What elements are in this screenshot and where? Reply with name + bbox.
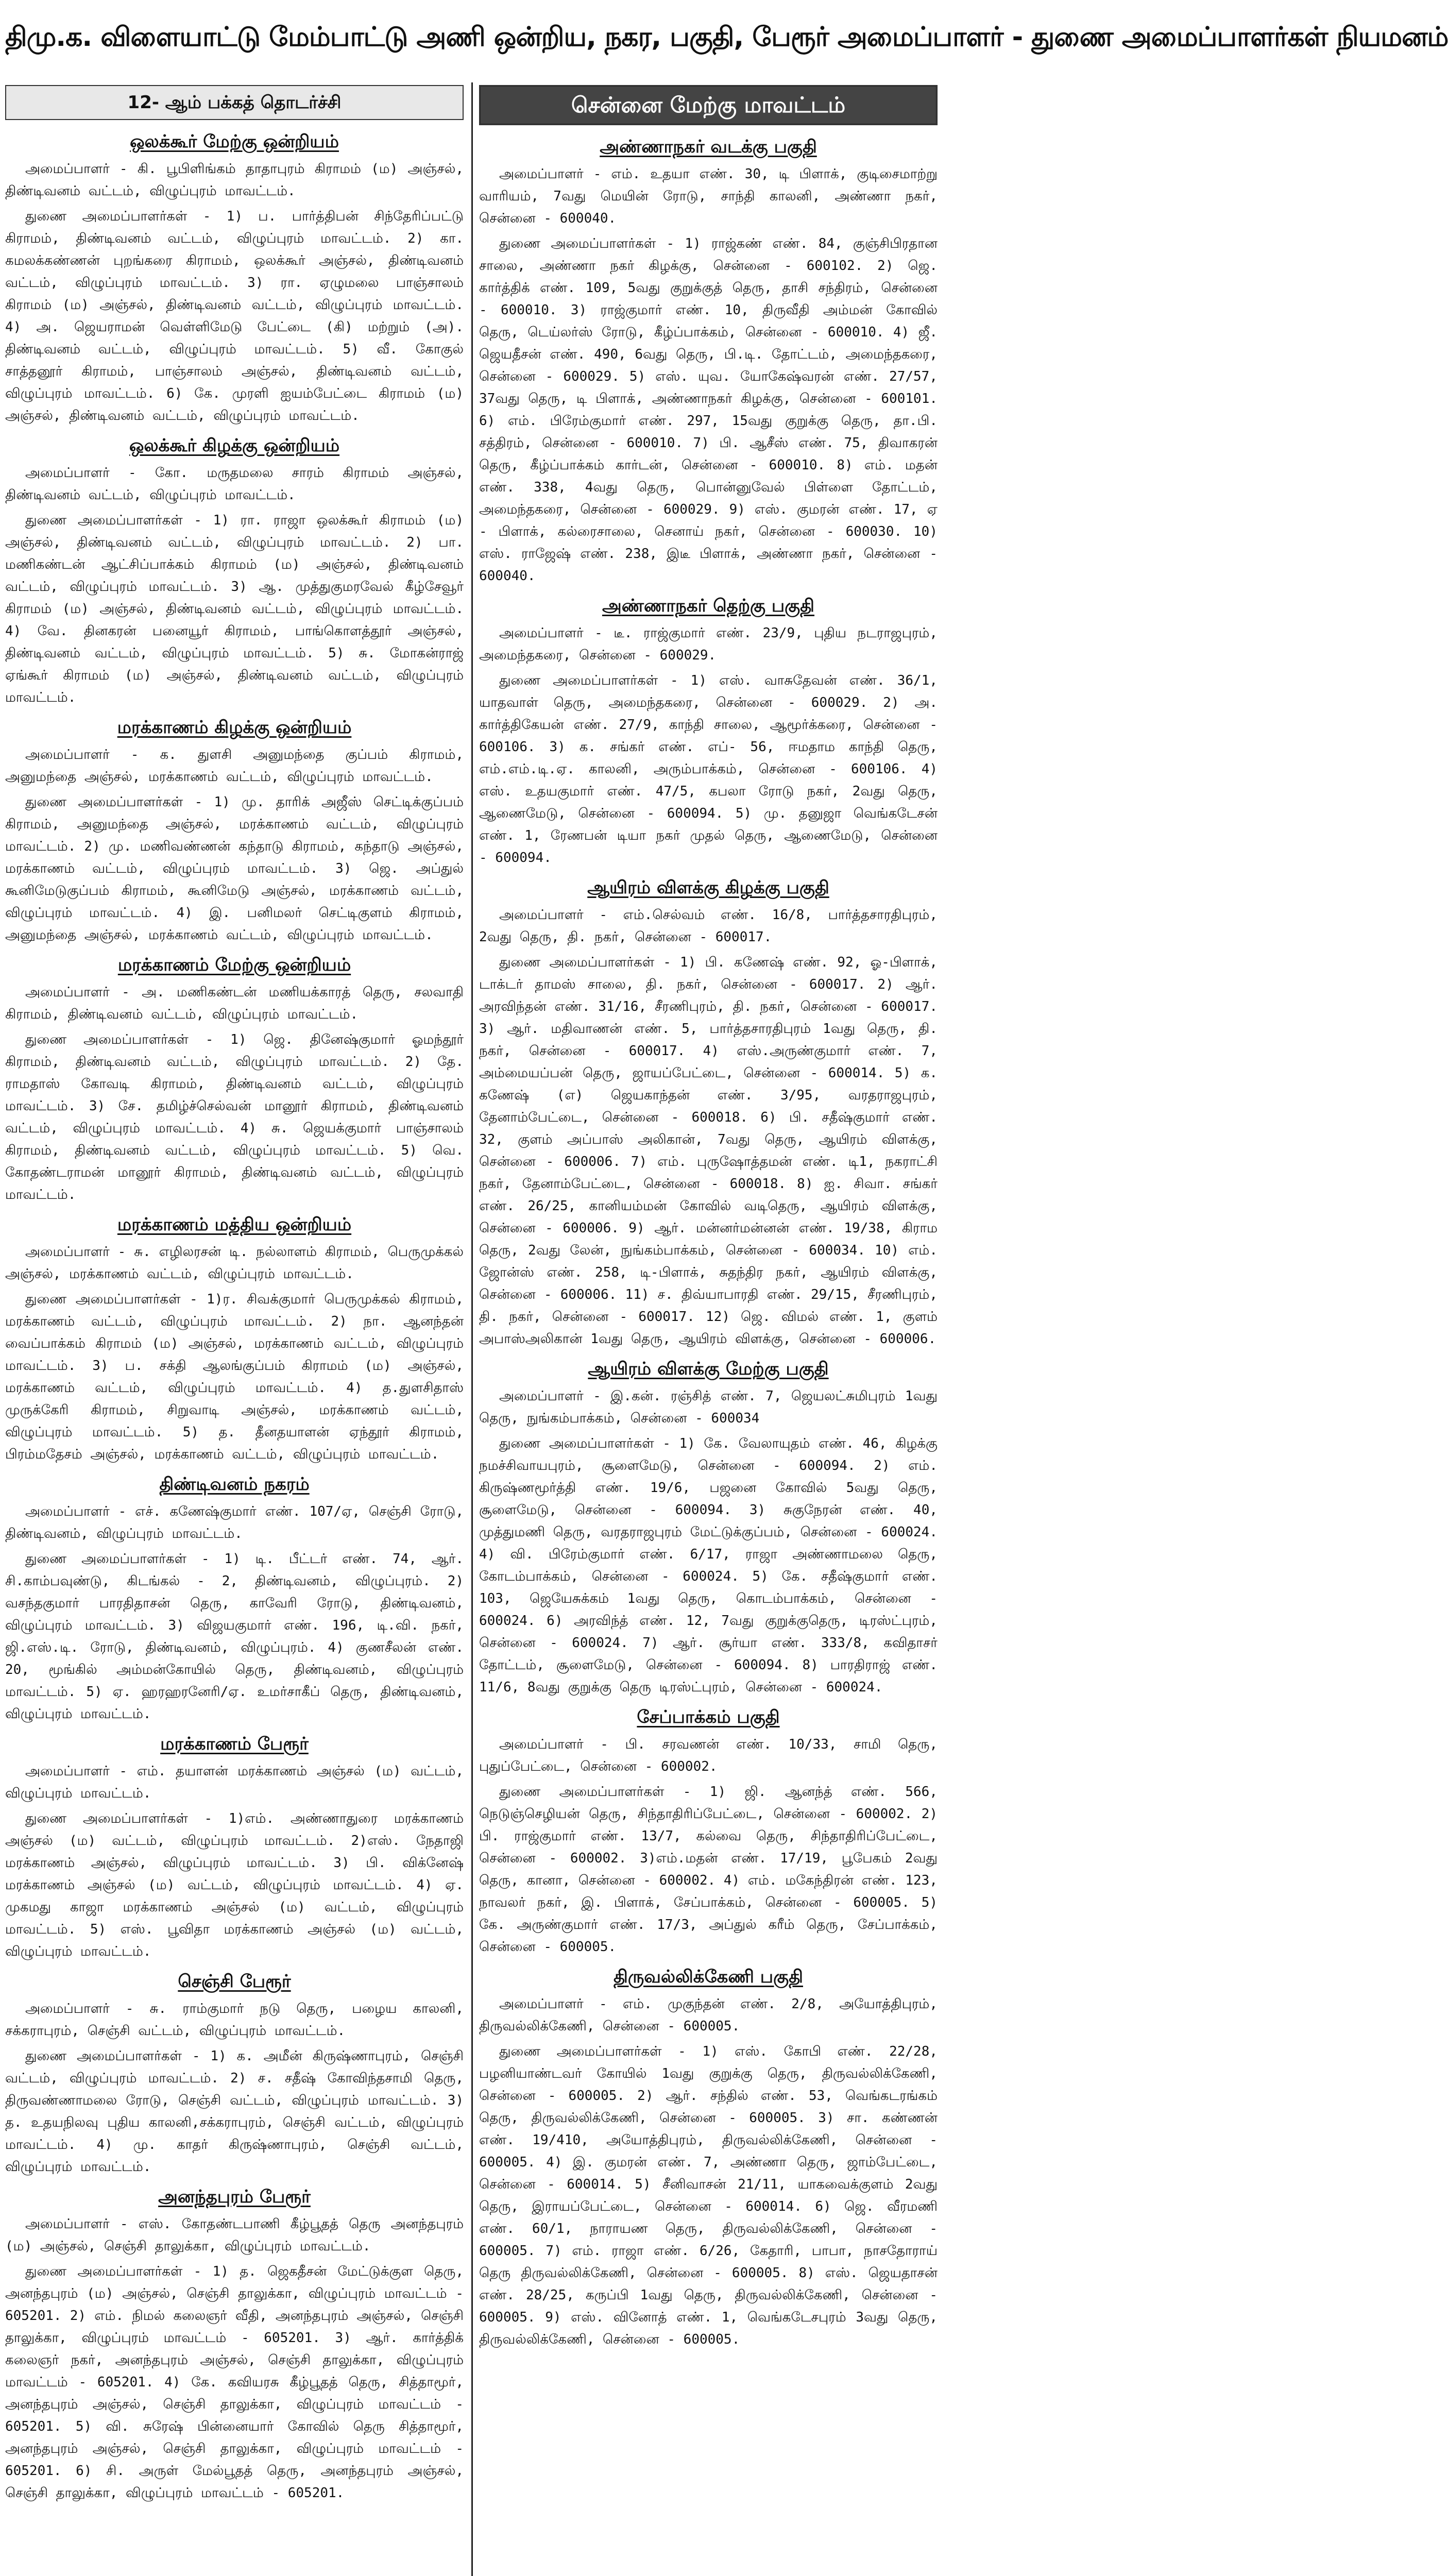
section-title: மரக்காணம் மேற்கு ஒன்றியம் [117, 955, 351, 975]
section-title: திருவல்லிக்கேணி பகுதி [614, 1967, 803, 1987]
deputies-text: துணை அமைப்பாளர்கள் - 1) எஸ். கோபி எண். 22/28, பழனியாண்டவர் கோயில் 1வது குறுக்கு தெரு, திருவல்லிக்கேணி, சென்னை - 600005. 2) ஆர். சந்தில் எண். 53, வெங்கடரங்கம் தெரு, திருவல்லிக்கேணி, சென்னை - 600005. 3) சா. கண்ணன் எண். 19/410, அயோத்திபுரம், திருவல்லிக்கேணி, சென்னை - 600005. 4) இ. குமரன் எண். 7, அண்ணா தெரு, ஜாம்பேட்டை, சென்னை - 600014. 5) சீனிவாசன் 21/11, யாகவைக்குளம் 2வது தெரு, இராயப்பேட்டை, சென்னை - 600014. 6) ஜெ. வீரமணி எண். 60/1, நாராயண தெரு, திருவல்லிக்கேணி, சென்னை - 600005. 7) எம். ராஜா எண். 6/26, கேதாரி, பாபா, நாசதோராய் தெரு திருவல்லிக்கேணி, சென்னை - 600005. 8) எஸ். ஜெயதாசன் எண். 28/25, கருப்பி 1வது தெரு, திருவல்லிக்கேணி, சென்னை - 600005. 9) எஸ். வினோத் எண். 1, வெங்கடேசபுரம் 3வது தெரு, திருவல்லிக்கேணி, சென்னை - 600005. [479, 2044, 938, 2347]
section-olakkur-west [5, 128, 464, 427]
deputies-text: துணை அமைப்பாளர்கள் - 1) த. ஜெகதீசன் மேட்டுக்குள தெரு, அனந்தபுரம் (ம) அஞ்சல், செஞ்சி தாலுக்கா, விழுப்புரம் மாவட்டம் - 605201. 2) எம். நிமல் கலைஞர் வீதி, அனந்தபுரம் அஞ்சல், செஞ்சி தாலுக்கா, விழுப்புரம் மாவட்டம் - 605201. 3) ஆர். கார்த்திக் கலைஞர் நகர், அனந்தபுரம் அஞ்சல், செஞ்சி தாலுக்கா, விழுப்புரம் மாவட்டம் - 605201. 4) கே. கவியரசு கீழ்பூதத் தெரு, சித்தாமூர், அனந்தபுரம் அஞ்சல், செஞ்சி தாலுக்கா, விழுப்புரம் மாவட்டம் - 605201. 5) வி. சுரேஷ் பின்னையார் கோவில் தெரு சித்தாமூர், அனந்தபுரம் அஞ்சல், செஞ்சி தாலுக்கா, விழுப்புரம் மாவட்டம் - 605201. 6) சி. அருள் மேல்பூதத் தெரு, அனந்தபுரம் அஞ்சல், செஞ்சி தாலுக்கா, விழுப்புரம் மாவட்டம் - 605201. [5, 2264, 464, 2501]
section-thousand-lights-west [479, 1355, 938, 1699]
section-ananthapuram-town [5, 2183, 464, 2504]
deputies-text: துணை அமைப்பாளர்கள் - 1) ராஜ்கண் எண். 84, குஞ்சிபிரதான சாலை, அண்ணா நகர் கிழக்கு, சென்னை - 600102. 2) ஜெ. கார்த்திக் எண். 109, 5வது குறுக்குத் தெரு, தாசி சந்திரம், சென்னை - 600010. 3) ராஜ்குமார் எண். 10, திருவீதி அம்மன் கோவில் தெரு, டெய்லர்ஸ் ரோடு, கீழ்ப்பாக்கம், சென்னை - 600010. 4) ஜீ. ஜெயதீசன் எண். 490, 6வது தெரு, பி.டி. தோட்டம், அமைந்தகரை, சென்னை - 600029. 5) எஸ். யுவ. யோகேஷ்வரன் எண். 27/57, 37வது தெரு, டி பிளாக், அண்ணாநகர் கிழக்கு, சென்னை - 600101. 6) எம். பிரேம்குமார் எண். 297, 15வது குறுக்கு தெரு, தா.பி. சத்திரம், சென்னை - 600010. 7) பி. ஆசீஸ் எண். 75, திவாகரன் தெரு, கீழ்ப்பாக்கம் கார்டன், சென்னை - 600010. 8) எம். மதன் எண். 338, 4வது தெரு, பொன்னுவேல் பிள்ளை தோட்டம், அமைந்தகரை, சென்னை - 600029. 9) எஸ். குமரன் எண். 17, ஏ - பிளாக், கல்ரைசாலை, செனாய் நகர், சென்னை - 600030. 10) எஸ். ராஜேஷ் எண். 238, இடீ பிளாக், அண்ணா நகர், சென்னை - 600040. [479, 236, 938, 584]
organizer-text: அமைப்பாளர் - டீ. ராஜ்குமார் எண். 23/9, புதிய நடராஜபுரம், அமைந்தகரை, சென்னை - 600029. [479, 625, 938, 663]
organizer-text: அமைப்பாளர் - சு. ராம்குமார் நடு தெரு, பழைய காலனி, சக்கராபுரம், செஞ்சி வட்டம், விழுப்புரம் மாவட்டம். [5, 2001, 464, 2039]
section-olakkur-east [5, 432, 464, 709]
section-title: அண்ணாநகர் தெற்கு பகுதி [602, 596, 815, 616]
section-title: செஞ்சி பேரூர் [178, 1971, 291, 1992]
organizer-text: அமைப்பாளர் - எம். முகுந்தன் எண். 2/8, அயோத்திபுரம், திருவல்லிக்கேணி, சென்னை - 600005. [479, 1996, 938, 2034]
column-divider [471, 82, 473, 2576]
deputies-text: துணை அமைப்பாளர்கள் - 1) ஜெ. தினேஷ்குமார் ஓமந்தூர் கிராமம், திண்டிவனம் வட்டம், விழுப்புரம் மாவட்டம். 2) தே. ராமதாஸ் கோவடி கிராமம், திண்டிவனம் வட்டம், விழுப்புரம் மாவட்டம். 3) சே. தமிழ்ச்செல்வன் மானூர் கிராமம், திண்டிவனம் வட்டம், விழுப்புரம் மாவட்டம். 4) சு. ஜெயக்குமார் பாஞ்சாலம் கிராமம், திண்டிவனம் வட்டம், விழுப்புரம் மாவட்டம். 5) வெ. கோதண்டராமன் மானூர் கிராமம், திண்டிவனம் வட்டம், விழுப்புரம் மாவட்டம். [5, 1032, 464, 1202]
left-column [5, 85, 464, 2576]
organizer-text: அமைப்பாளர் - எம். உதயா எண். 30, டி பிளாக், குடிசைமாற்று வாரியம், 7வது மெயின் ரோடு, சாந்தி காலனி, அண்ணா நகர், சென்னை - 600040. [479, 166, 938, 226]
organizer-text: அமைப்பாளர் - க. துளசி அனுமந்தை குப்பம் கிராமம், அனுமந்தை அஞ்சல், மரக்காணம் வட்டம், விழுப்புரம் மாவட்டம். [5, 747, 464, 785]
section-annanagar-south [479, 592, 938, 869]
section-title: ஒலக்கூர் கிழக்கு ஒன்றியம் [129, 435, 340, 456]
section-title: மரக்காணம் பேரூர் [160, 1734, 309, 1754]
section-chepauk [479, 1704, 938, 1958]
deputies-text: துணை அமைப்பாளர்கள் - 1) பி. கணேஷ் எண். 92, ஓ-பிளாக், டாக்டர் தாமஸ் சாலை, தி. நகர், சென்னை - 600017. 2) ஆர். அரவிந்தன் எண். 31/16, சீரணிபுரம், தி. நகர், சென்னை - 600017. 3) ஆர். மதிவாணன் எண். 5, பார்த்தசாரதிபுரம் 1வது தெரு, தி. நகர், சென்னை - 600017. 4) எஸ்.அருண்குமார் எண். 7, அம்மையப்பன் தெரு, ஜாயப்பேட்டை, சென்னை - 600014. 5) க. கணேஷ் (எ) ஜெயகாந்தன் எண். 3/95, வரதராஜபுரம், தேனாம்பேட்டை, சென்னை - 600018. 6) பி. சதீஷ்குமார் எண். 32, குளம் அப்பாஸ் அலிகான், 7வது தெரு, ஆயிரம் விளக்கு, சென்னை - 600006. 7) எம். புருஷோத்தமன் எண். டி1, நகராட்சி நகர், தேனாம்பேட்டை, சென்னை - 600018. 8) ஐ. சிவா. சங்கர் எண். 26/25, கானியம்மன் கோவில் வடிதெரு, ஆயிரம் விளக்கு, சென்னை - 600006. 9) ஆர். மன்னர்மன்னன் எண். 19/38, கிராம தெரு, 2வது லேன், நுங்கம்பாக்கம், சென்னை - 600034. 10) எம். ஜோன்ஸ் எண். 258, டி-பிளாக், சுதந்திர நகர், ஆயிரம் விளக்கு, சென்னை - 600006. 11) ச. திவ்யாபாரதி எண். 29/15, சீரணிபுரம், தி. நகர், சென்னை - 600017. 12) ஜெ. விமல் எண். 1, குளம் அபாஸ்அலிகான் 1வது தெரு, ஆயிரம் விளக்கு, சென்னை - 600006. [479, 955, 938, 1347]
section-marakkanam-central [5, 1211, 464, 1466]
continuation-label: 12- ஆம் பக்கத் தொடர்ச்சி [5, 85, 464, 120]
deputies-text: துணை அமைப்பாளர்கள் - 1) டி. பீட்டர் எண். 74, ஆர். சி.காம்பவுண்டு, கிடங்கல் - 2, திண்டிவனம், விழுப்புரம். 2) வசந்தகுமார் பாரதிதாசன் தெரு, காவேரி ரோடு, திண்டிவனம், விழுப்புரம் மாவட்டம். 3) விஜயகுமார் எண். 196, டி.வி. நகர், ஜி.எஸ்.டி. ரோடு, திண்டிவனம், விழுப்புரம். 4) குணசீலன் எண். 20, மூங்கில் அம்மன்கோயில் தெரு, திண்டிவனம், விழுப்புரம் மாவட்டம். 5) ஏ. ஹரஹரனேரி/ஏ. உமர்சாகீப் தெரு, திண்டிவனம், விழுப்புரம் மாவட்டம். [5, 1551, 464, 1722]
organizer-text: அமைப்பாளர் - கி. பூபிளிங்கம் தாதாபுரம் கிராமம் (ம) அஞ்சல், திண்டிவனம் வட்டம், விழுப்புரம் மாவட்டம். [5, 161, 464, 199]
section-title: ஆயிரம் விளக்கு கிழக்கு பகுதி [587, 877, 829, 898]
organizer-text: அமைப்பாளர் - எம்.செல்வம் எண். 16/8, பார்த்தசாரதிபுரம், 2வது தெரு, தி. நகர், சென்னை - 600017. [479, 907, 938, 945]
organizer-text: அமைப்பாளர் - எச். கணேஷ்குமார் எண். 107/ஏ, செஞ்சி ரோடு, திண்டிவனம், விழுப்புரம் மாவட்டம். [5, 1504, 464, 1541]
section-title: மரக்காணம் மத்திய ஒன்றியம் [117, 1214, 352, 1235]
page-headline: திமு.க. விளையாட்டு மேம்பாட்டு அணி ஒன்றிய, நகர, பகுதி, பேரூர் அமைப்பாளர் - துணை அமைப்பாளர்கள் நியமனம் [5, 22, 1448, 53]
section-title: ஒலக்கூர் மேற்கு ஒன்றியம் [130, 131, 339, 152]
section-title: ஆயிரம் விளக்கு மேற்கு பகுதி [588, 1359, 829, 1379]
deputies-text: துணை அமைப்பாளர்கள் - 1) க. அமீன் கிருஷ்ணாபுரம், செஞ்சி வட்டம், விழுப்புரம் மாவட்டம். 2) ச. சதீஷ் கோவிந்தசாமி தெரு, திருவண்ணாமலை ரோடு, செஞ்சி வட்டம், விழுப்புரம் மாவட்டம். 3) த. உதயநிலவு புதிய காலனி,சக்கராபுரம், செஞ்சி வட்டம், விழுப்புரம் மாவட்டம். 4) மு. காதர் கிருஷ்ணாபுரம், செஞ்சி வட்டம், விழுப்புரம் மாவட்டம். [5, 2048, 464, 2175]
deputies-text: துணை அமைப்பாளர்கள் - 1) ஜி. ஆனந்த் எண். 566, நெடுஞ்செழியன் தெரு, சிந்தாதிரிப்பேட்டை, சென்னை - 600002. 2) பி. ராஜ்குமார் எண். 13/7, கல்வை தெரு, சிந்தாதிரிப்பேட்டை, சென்னை - 600002. 3)எம்.மதன் எண். 17/19, பூபேகம் 2வது தெரு, கானா, சென்னை - 600002. 4) எம். மகேந்திரன் எண். 123, நாவலர் நகர், இ. பிளாக், சேப்பாக்கம், சென்னை - 600005. 5) கே. அருண்குமார் எண். 17/3, அப்துல் கரீம் தெரு, சேப்பாக்கம், சென்னை - 600005. [479, 1784, 938, 1955]
left-sections [5, 128, 464, 2504]
organizer-text: அமைப்பாளர் - பி. சரவணன் எண். 10/33, சாமி தெரு, புதுப்பேட்டை, சென்னை - 600002. [479, 1737, 938, 1774]
organizer-text: அமைப்பாளர் - எம். தயாளன் மரக்காணம் அஞ்சல் (ம) வட்டம், விழுப்புரம் மாவட்டம். [5, 1764, 464, 1801]
section-title: மரக்காணம் கிழக்கு ஒன்றியம் [117, 717, 352, 738]
organizer-text: அமைப்பாளர் - சு. எழிலரசன் டி. நல்லாளம் கிராமம், பெருமுக்கல் அஞ்சல், மரக்காணம் வட்டம், விழுப்புரம் மாவட்டம். [5, 1244, 464, 1282]
organizer-text: அமைப்பாளர் - இ.கன். ரஞ்சித் எண். 7, ஜெயலட்சுமிபுரம் 1வது தெரு, நுங்கம்பாக்கம், சென்னை - 600034 [479, 1388, 938, 1426]
deputies-text: துணை அமைப்பாளர்கள் - 1) ரா. ராஜா ஒலக்கூர் கிராமம் (ம) அஞ்சல், திண்டிவனம் வட்டம், விழுப்புரம் மாவட்டம். 2) பா. மணிகண்டன் ஆட்சிப்பாக்கம் கிராமம் (ம) அஞ்சல், திண்டிவனம் வட்டம், விழுப்புரம் மாவட்டம். 3) ஆ. முத்துகுமரவேல் கீழ்சேவூர் கிராமம் (ம) அஞ்சல், திண்டிவனம் வட்டம், விழுப்புரம் மாவட்டம். 4) வே. தினகரன் பனையூர் கிராமம், பாங்கொளத்தூர் அஞ்சல், திண்டிவனம் வட்டம், விழுப்புரம் மாவட்டம். 5) சு. மோகன்ராஜ் ஏங்கூர் கிராமம் (ம) அஞ்சல், திண்டிவனம் வட்டம், விழுப்புரம் மாவட்டம். [5, 513, 464, 705]
deputies-text: துணை அமைப்பாளர்கள் - 1) எஸ். வாசுதேவன் எண். 36/1, யாதவாள் தெரு, அமைந்தகரை, சென்னை - 600029. 2) அ. கார்த்திகேயன் எண். 27/9, காந்தி சாலை, ஆமூர்க்கரை, சென்னை - 600106. 3) க. சங்கர் எண். எப்- 56, ஈமதாம காந்தி தெரு, எம்.எம்.டி.ஏ. காலனி, அரும்பாக்கம், சென்னை - 600106. 4) எஸ். உதயகுமார் எண். 47/5, கபலா ரோடு நகர், 2வது தெரு, ஆணைமேடு, சென்னை - 600094. 5) மு. தனுஜா வெங்கடேசன் எண். 1, ரேணபன் டியா நகர் முதல் தெரு, ஆணைமேடு, சென்னை - 600094. [479, 673, 938, 866]
organizer-text: அமைப்பாளர் - அ. மணிகண்டன் மணியக்காரத் தெரு, சலவாதி கிராமம், திண்டிவனம் வட்டம், விழுப்புரம் மாவட்டம். [5, 985, 464, 1022]
section-gingee-town [5, 1968, 464, 2178]
right-column [479, 85, 938, 2576]
section-title: அண்ணாநகர் வடக்கு பகுதி [600, 137, 817, 157]
section-thousand-lights-east [479, 874, 938, 1350]
section-marakkanam-west [5, 952, 464, 1206]
section-triplicane [479, 1963, 938, 2351]
district-banner: சென்னை மேற்கு மாவட்டம் [479, 85, 938, 125]
deputies-text: துணை அமைப்பாளர்கள் - 1)ர. சிவக்குமார் பெருமுக்கல் கிராமம், மரக்காணம் வட்டம், விழுப்புரம் மாவட்டம். 2) நா. ஆனந்தன் வைப்பாக்கம் கிராமம் (ம) அஞ்சல், மரக்காணம் வட்டம், விழுப்புரம் மாவட்டம். 3) ப. சக்தி ஆலங்குப்பம் கிராமம் (ம) அஞ்சல், மரக்காணம் வட்டம், விழுப்புரம் மாவட்டம். 4) த.துளசிதாஸ் முருக்கேரி கிராமம், சிறுவாடி அஞ்சல், மரக்காணம் வட்டம், விழுப்புரம் மாவட்டம். 5) த. தீனதயாளன் ஏந்தூர் கிராமம், பிரம்மதேசம் அஞ்சல், மரக்காணம் வட்டம், விழுப்புரம் மாவட்டம். [5, 1292, 464, 1462]
section-marakkanam-town [5, 1731, 464, 1963]
section-title: திண்டிவனம் நகரம் [159, 1474, 310, 1495]
deputies-text: துணை அமைப்பாளர்கள் - 1) மு. தாரிக் அஜீஸ் செட்டிக்குப்பம் கிராமம், அனுமந்தை அஞ்சல், மரக்காணம் வட்டம், விழுப்புரம் மாவட்டம். 2) மு. மணிவண்ணன் கந்தாடு கிராமம், கந்தாடு அஞ்சல், மரக்காணம் வட்டம், விழுப்புரம் மாவட்டம். 3) ஜெ. அப்துல் கூனிமேடுகுப்பம் கிராமம், கூனிமேடு அஞ்சல், மரக்காணம் வட்டம், விழுப்புரம் மாவட்டம். 4) இ. பனிமலர் செட்டிகுளம் கிராமம், அனுமந்தை அஞ்சல், மரக்காணம் வட்டம், விழுப்புரம் மாவட்டம். [5, 794, 464, 943]
deputies-text: துணை அமைப்பாளர்கள் - 1) கே. வேலாயுதம் எண். 46, கிழக்கு நமச்சிவாயபுரம், சூளைமேடு, சென்னை - 600094. 2) எம். கிருஷ்ணமூர்த்தி எண். 19/6, பஜனை கோவில் 5வது தெரு, சூளைமேடு, சென்னை - 600094. 3) சுகுநேரன் எண். 40, முத்துமணி தெரு, வரதராஜபுரம் மேட்டுக்குப்பம், சென்னை - 600024. 4) வி. பிரேம்குமார் எண். 6/17, ராஜா அண்ணாமலை தெரு, கோடம்பாக்கம், சென்னை - 600024. 5) கே. சதீஷ்குமார் எண். 103, ஜெயேசுக்கம் 1வது தெரு, கொடம்பாக்கம், சென்னை - 600024. 6) அரவிந்த் எண். 12, 7வது குறுக்குதெரு, டிரஸ்ட்புரம், சென்னை - 600024. 7) ஆர். சூர்யா எண். 333/8, கவிதாசர் தோட்டம், சூளைமேடு, சென்னை - 600094. 8) பாரதிராஜ் எண். 11/6, 8வது குறுக்கு தெரு டிரஸ்ட்புரம், சென்னை - 600024. [479, 1436, 938, 1695]
organizer-text: அமைப்பாளர் - கோ. மருதமலை சாரம் கிராமம் அஞ்சல், திண்டிவனம் வட்டம், விழுப்புரம் மாவட்டம். [5, 465, 464, 503]
section-title: அனந்தபுரம் பேரூர் [158, 2187, 311, 2207]
section-title: சேப்பாக்கம் பகுதி [637, 1707, 780, 1727]
organizer-text: அமைப்பாளர் - எஸ். கோதண்டபாணி கீழ்பூதத் தெரு அனந்தபுரம் (ம) அஞ்சல், செஞ்சி தாலுக்கா, விழுப்புரம் மாவட்டம். [5, 2216, 464, 2254]
deputies-text: துணை அமைப்பாளர்கள் - 1) ப. பார்த்திபன் சிந்தேரிப்பட்டு கிராமம், திண்டிவனம் வட்டம், விழுப்புரம் மாவட்டம். 2) கா. கமலக்கண்ணன் புறங்கரை கிராமம், ஒலக்கூர் அஞ்சல், திண்டிவனம் வட்டம், விழுப்புரம் மாவட்டம். 3) ரா. ஏழுமலை பாஞ்சாலம் கிராமம் (ம) அஞ்சல், திண்டிவனம் வட்டம், விழுப்புரம் மாவட்டம். 4) அ. ஜெயராமன் வெள்ளிமேடு பேட்டை (கி) மற்றும் (அ). திண்டிவனம் வட்டம், விழுப்புரம் மாவட்டம். 5) வீ. கோகுல் சாத்தனூர் கிராமம், பாஞ்சாலம் அஞ்சல், திண்டிவனம் வட்டம், விழுப்புரம் மாவட்டம். 6) கே. முரளி ஐயம்பேட்டை கிராமம் (ம) அஞ்சல், திண்டிவனம் வட்டம், விழுப்புரம் மாவட்டம். [5, 209, 464, 423]
section-marakkanam-east [5, 714, 464, 946]
deputies-text: துணை அமைப்பாளர்கள் - 1)எம். அண்ணாதுரை மரக்காணம் அஞ்சல் (ம) வட்டம், விழுப்புரம் மாவட்டம். 2)எஸ். நேதாஜி மரக்காணம் அஞ்சல், விழுப்புரம் மாவட்டம். 3) பி. விக்னேஷ் மரக்காணம் அஞ்சல் (ம) வட்டம், விழுப்புரம் மாவட்டம். 4) ஏ. முகமது காஜா மரக்காணம் அஞ்சல் (ம) வட்டம், விழுப்புரம் மாவட்டம். 5) எஸ். பூவிதா மரக்காணம் அஞ்சல் (ம) வட்டம், விழுப்புரம் மாவட்டம். [5, 1811, 464, 1959]
section-tindivanam-town [5, 1471, 464, 1725]
section-annanagar-north [479, 133, 938, 587]
